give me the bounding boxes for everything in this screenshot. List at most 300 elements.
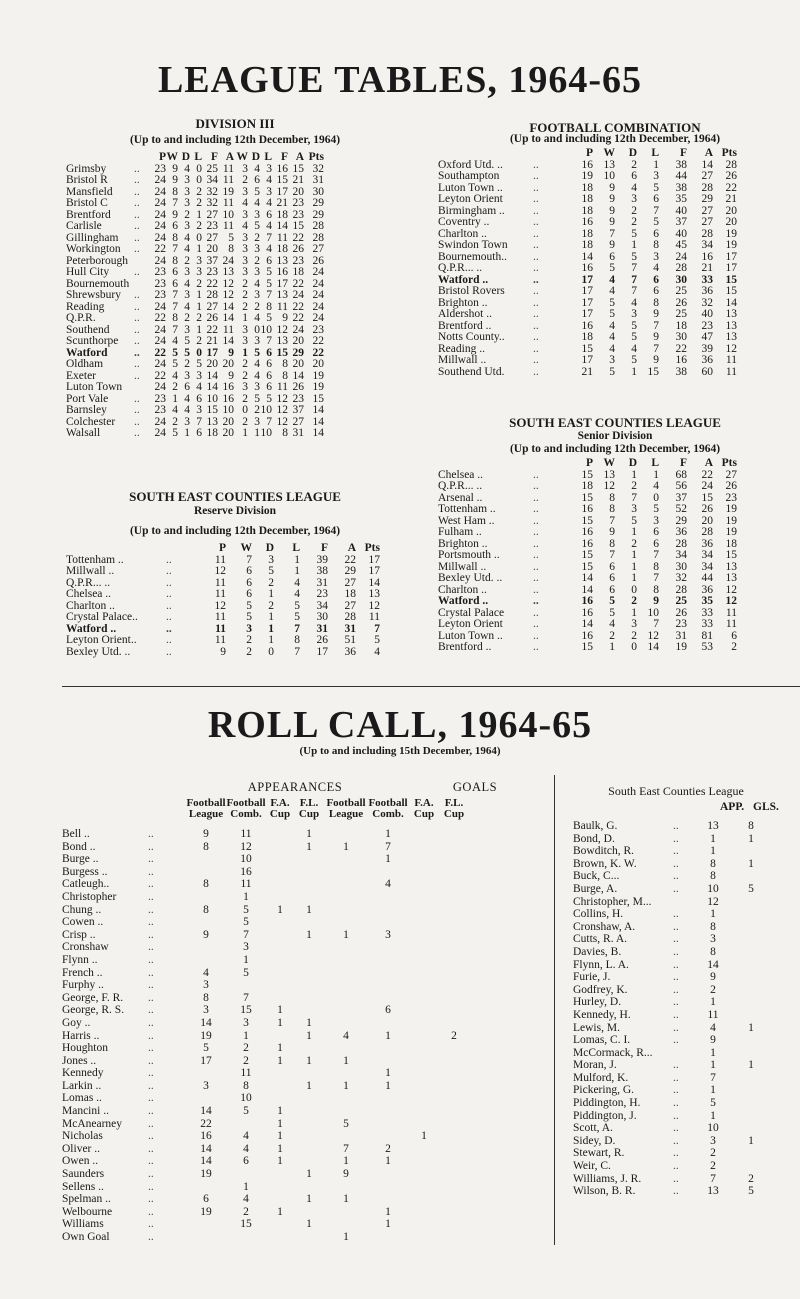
table-cell: 1	[294, 553, 300, 566]
table-cell: 0	[196, 346, 202, 359]
table-cell	[324, 853, 368, 866]
table-cell: 2	[731, 641, 737, 653]
table-cell: 23	[154, 404, 166, 416]
table-row	[438, 642, 737, 654]
table-row	[66, 221, 324, 233]
table-cell: 14	[200, 1105, 212, 1118]
table-cell: 4	[184, 392, 190, 405]
table-cell: 10	[222, 404, 234, 416]
seci-senior-subheading: (Up to and including 12th December, 1964)	[509, 443, 721, 455]
table-row	[62, 1067, 468, 1080]
table-cell: 30	[316, 611, 328, 623]
column-header: D	[181, 151, 190, 163]
leader-dots: ..	[673, 1185, 679, 1198]
table-cell: 19	[200, 1205, 212, 1218]
team-name: Millwall ..	[438, 354, 487, 366]
table-cell: 1	[385, 828, 391, 840]
table-cell	[368, 941, 408, 954]
player-name: Oliver ..	[62, 1142, 101, 1155]
table-cell: 6	[653, 537, 659, 550]
table-cell: 22	[154, 243, 166, 255]
table-cell: 6	[609, 572, 615, 584]
seci-senior-table-wrap	[438, 458, 737, 654]
table-cell: 5	[631, 354, 637, 366]
table-cell: 3	[710, 1134, 716, 1147]
table-cell: 7	[609, 514, 615, 527]
leader-dots: ..	[148, 1054, 154, 1067]
leader-dots: ..	[533, 250, 539, 263]
table-cell: 5	[748, 1185, 754, 1198]
table-cell: 32	[206, 185, 218, 198]
player-name: Buck, C...	[573, 870, 620, 883]
team-name: Watford ..	[438, 595, 489, 607]
table-cell: 4	[653, 262, 659, 274]
table-cell: 18	[276, 243, 288, 255]
leader-dots: ..	[533, 296, 539, 309]
table-row	[438, 309, 737, 321]
seci-roll-heading: South East Counties League	[608, 784, 744, 798]
table-cell: 31	[292, 427, 304, 439]
header-blank	[66, 543, 166, 555]
table-cell	[324, 1218, 368, 1231]
table-cell: 27	[725, 468, 737, 481]
table-cell	[324, 954, 368, 967]
table-cell: 2	[710, 983, 716, 996]
table-cell: 3	[203, 1079, 209, 1092]
table-cell: 8	[203, 840, 209, 853]
table-cell: 34	[701, 560, 713, 573]
table-cell: 11	[222, 174, 234, 186]
league-tables-title: LEAGUE TABLES, 1964-65	[157, 59, 643, 101]
table-cell: 38	[675, 158, 687, 171]
table-cell: 1	[609, 641, 615, 653]
table-cell: 0	[631, 583, 637, 596]
table-row	[62, 979, 468, 992]
table-cell: 24	[154, 174, 166, 186]
table-cell: 9	[172, 174, 178, 186]
table-cell	[440, 891, 468, 904]
table-row	[438, 619, 737, 631]
table-cell: 12	[725, 595, 737, 607]
table-cell: 36	[701, 583, 713, 596]
leader-dots: ..	[134, 243, 140, 255]
team-name: Southend Utd.	[438, 365, 505, 378]
table-cell	[294, 866, 324, 879]
table-cell: 18	[581, 204, 593, 217]
table-cell: 28	[675, 537, 687, 550]
player-name: Kennedy	[62, 1067, 104, 1080]
column-header: D	[628, 457, 637, 469]
table-cell	[368, 866, 408, 879]
leader-dots: ..	[533, 204, 539, 217]
team-name: Reading ..	[438, 342, 485, 355]
list-item	[573, 984, 773, 997]
leader-dots: ..	[134, 346, 140, 359]
table-cell: 27	[701, 170, 713, 182]
table-cell: 52	[675, 503, 687, 515]
table-cell: 14	[222, 312, 234, 324]
table-cell: 1	[306, 1193, 312, 1206]
table-cell: 4	[343, 1029, 349, 1042]
column-header: F	[210, 151, 218, 163]
table-cell: 2	[196, 185, 202, 198]
table-cell	[266, 992, 294, 1005]
table-cell: 10	[240, 853, 252, 866]
table-cell: 28	[206, 289, 218, 301]
table-cell: 17	[276, 277, 288, 290]
table-cell: 4	[254, 197, 260, 209]
table-cell: 11	[222, 162, 234, 175]
table-cell: 11	[276, 231, 288, 244]
leader-dots: ..	[148, 1105, 154, 1118]
table-cell: 0	[268, 645, 274, 658]
table-cell: 10	[603, 170, 615, 182]
table-cell: 1	[306, 1079, 312, 1092]
team-name: Chelsea ..	[66, 588, 112, 600]
column-header: Pts	[364, 542, 380, 554]
table-cell: 23	[312, 323, 324, 336]
leader-dots: ..	[533, 572, 539, 584]
table-cell: 4	[385, 878, 391, 891]
leader-dots: ..	[533, 537, 539, 550]
table-row	[66, 612, 380, 624]
table-cell: 3	[243, 941, 249, 954]
table-cell: 19	[200, 1029, 212, 1042]
table-cell: 5	[631, 319, 637, 332]
table-cell: 2	[631, 480, 637, 492]
table-cell: 3	[242, 231, 248, 244]
table-cell: 7	[631, 262, 637, 274]
table-cell: 10	[206, 392, 218, 405]
table-cell: 31	[316, 622, 328, 635]
list-item	[573, 1160, 773, 1173]
table-cell: 23	[206, 220, 218, 232]
table-cell: 2	[242, 289, 248, 301]
column-header: A	[225, 151, 234, 163]
table-cell: 1	[196, 300, 202, 313]
leader-dots: ..	[533, 285, 539, 297]
leader-dots: ..	[148, 1004, 154, 1017]
table-row	[62, 904, 468, 917]
table-cell: 32	[312, 162, 324, 175]
table-cell: 9	[282, 312, 288, 324]
list-item	[573, 845, 773, 858]
table-cell: 1	[277, 1042, 283, 1055]
player-name: Cutts, R. A.	[573, 933, 628, 946]
table-cell: 27	[344, 599, 356, 612]
list-item	[573, 833, 773, 846]
table-cell: 60	[701, 365, 713, 378]
list-item	[573, 959, 773, 972]
table-cell: 1	[306, 1054, 312, 1067]
leader-dots: ..	[148, 1092, 154, 1105]
table-cell	[324, 1067, 368, 1080]
table-cell: 5	[374, 634, 380, 646]
leader-dots: ..	[148, 1155, 154, 1168]
table-cell: 21	[206, 335, 218, 347]
table-cell: 5	[631, 331, 637, 343]
table-cell: 24	[154, 358, 166, 370]
table-cell: 7	[294, 622, 300, 635]
leader-dots: ..	[148, 991, 154, 1004]
table-cell	[408, 1105, 440, 1118]
table-cell: 22	[154, 312, 166, 324]
table-cell: 6	[653, 273, 659, 286]
list-item	[573, 1022, 773, 1035]
table-cell	[440, 1118, 468, 1131]
table-cell: 1	[385, 1205, 391, 1218]
table-cell: 19	[725, 526, 737, 538]
table-cell: 26	[292, 243, 304, 255]
table-cell: 8	[748, 820, 754, 832]
table-cell: 22	[312, 346, 324, 359]
player-name: Catleugh..	[62, 878, 110, 891]
table-cell: 3	[184, 174, 190, 186]
player-name: Moran, J.	[573, 1059, 617, 1072]
table-cell: 47	[701, 331, 713, 343]
table-cell: 13	[707, 1185, 719, 1198]
table-cell: 24	[154, 185, 166, 198]
table-cell: 2	[254, 254, 260, 267]
team-name: Charlton ..	[438, 583, 487, 596]
table-cell: 19	[675, 641, 687, 653]
table-cell: 5	[266, 312, 272, 324]
leader-dots: ..	[148, 1016, 154, 1029]
table-cell: 25	[675, 595, 687, 607]
table-cell: 1	[242, 346, 248, 359]
table-cell: 9	[343, 1168, 349, 1181]
table-cell: 18	[276, 208, 288, 221]
table-cell: 1	[294, 565, 300, 577]
table-cell: 24	[312, 312, 324, 324]
table-cell: 19	[581, 170, 593, 182]
table-cell: 29	[292, 346, 304, 359]
table-cell	[266, 1231, 294, 1244]
team-name: Crystal Palace..	[66, 611, 138, 623]
leader-dots: ..	[166, 553, 172, 566]
table-cell	[186, 1231, 226, 1244]
table-cell: 5	[172, 346, 178, 359]
table-cell: 7	[631, 285, 637, 297]
table-cell: 4	[609, 273, 615, 286]
table-cell: 24	[675, 250, 687, 263]
table-cell	[729, 933, 773, 946]
division-iii-table-wrap	[66, 152, 324, 440]
table-cell: 1	[277, 1016, 283, 1029]
table-cell: 15	[581, 491, 593, 504]
table-cell	[408, 929, 440, 942]
table-cell: 3	[242, 381, 248, 393]
list-item	[573, 1122, 773, 1135]
table-cell: 1	[631, 549, 637, 561]
table-cell: 13	[725, 308, 737, 320]
table-cell: 9	[609, 526, 615, 538]
roll-call-subheading: (Up to and including 15th December, 1964)	[299, 745, 501, 757]
team-name: Mansfield	[66, 185, 113, 198]
leader-dots: ..	[673, 1084, 679, 1097]
table-cell: 9	[203, 928, 209, 941]
seci-roll-table-wrap	[573, 820, 773, 1198]
list-item	[573, 921, 773, 934]
team-name: Carlisle	[66, 220, 102, 232]
column-header: F	[280, 151, 288, 163]
leader-dots: ..	[134, 174, 140, 186]
leader-dots: ..	[166, 611, 172, 623]
table-cell	[266, 954, 294, 967]
table-cell: 2	[242, 358, 248, 370]
leader-dots: ..	[148, 840, 154, 853]
player-name: Hurley, D.	[573, 996, 622, 1009]
table-cell: 26	[206, 312, 218, 324]
table-cell: 23	[725, 491, 737, 504]
table-cell: 7	[172, 243, 178, 255]
table-cell: 36	[701, 537, 713, 550]
table-cell: 6	[246, 576, 252, 589]
team-name: Bexley Utd. ..	[438, 572, 503, 584]
table-cell: 24	[312, 289, 324, 301]
table-cell: 1	[277, 1130, 283, 1143]
table-header-row	[438, 458, 737, 470]
player-name: Williams	[62, 1218, 104, 1231]
leader-dots: ..	[148, 953, 154, 966]
leader-dots: ..	[673, 908, 679, 921]
table-cell	[408, 1168, 440, 1181]
table-cell	[294, 891, 324, 904]
leader-dots: ..	[673, 857, 679, 870]
table-cell	[368, 979, 408, 992]
team-name: Scunthorpe	[66, 335, 119, 347]
table-cell	[266, 1092, 294, 1105]
table-cell: 7	[246, 553, 252, 566]
table-cell: 17	[581, 308, 593, 320]
leader-dots: ..	[533, 354, 539, 366]
table-cell	[294, 1143, 324, 1156]
table-cell: 4	[266, 220, 272, 232]
leader-dots	[673, 896, 697, 909]
column-header: F.A. Cup	[269, 797, 291, 820]
table-cell	[324, 1105, 368, 1118]
table-cell: 5	[243, 966, 249, 979]
table-cell: 3	[203, 979, 209, 992]
list-item	[573, 1034, 773, 1047]
table-cell	[729, 908, 773, 921]
table-cell: 15	[581, 468, 593, 481]
leader-dots: ..	[148, 916, 154, 929]
division-iii-table	[66, 152, 324, 440]
table-cell: 21	[725, 193, 737, 205]
table-cell: 11	[276, 300, 288, 313]
player-name: Welbourne	[62, 1205, 113, 1218]
seci-reserve-subheading: (Up to and including 12th December, 1964)	[129, 525, 341, 537]
table-cell	[368, 1168, 408, 1181]
table-cell: 3	[242, 243, 248, 255]
table-cell	[440, 954, 468, 967]
table-cell: 15	[581, 514, 593, 527]
table-cell: 4	[254, 277, 260, 290]
column-header: L	[651, 457, 659, 469]
leader-dots: ..	[533, 618, 539, 630]
table-cell: 7	[631, 273, 637, 286]
table-cell	[440, 1155, 468, 1168]
table-cell: 3	[266, 162, 272, 175]
table-cell: 23	[154, 289, 166, 301]
list-item	[573, 858, 773, 871]
column-header: F.A. Cup	[413, 797, 435, 820]
table-row	[438, 240, 737, 252]
table-cell: 7	[266, 289, 272, 301]
table-cell: 37	[675, 216, 687, 228]
table-cell: 4	[184, 277, 190, 290]
table-cell: 38	[316, 565, 328, 577]
table-cell	[266, 828, 294, 841]
team-name: Leyton Orient..	[66, 634, 137, 646]
table-cell: 2	[710, 1160, 716, 1173]
table-cell	[324, 1042, 368, 1055]
table-cell: 2	[243, 1042, 249, 1055]
table-cell	[186, 853, 226, 866]
table-cell: 20	[292, 335, 304, 347]
leader-dots: ..	[134, 208, 140, 221]
table-cell: 23	[154, 266, 166, 278]
table-cell	[294, 1105, 324, 1118]
table-cell: 5	[266, 266, 272, 278]
table-cell: 1	[748, 1059, 754, 1072]
leader-dots: ..	[673, 958, 679, 971]
table-cell: 3	[184, 369, 190, 382]
appearances-label: APPEARANCES	[247, 780, 343, 794]
table-cell: 22	[292, 300, 304, 313]
table-cell	[294, 967, 324, 980]
team-name: Colchester	[66, 415, 116, 428]
column-header: F	[320, 542, 328, 554]
table-cell: 8	[228, 243, 234, 255]
table-cell: 38	[675, 181, 687, 194]
table-cell: 6	[653, 227, 659, 240]
table-cell: 11	[215, 622, 226, 635]
leader-dots: ..	[134, 369, 140, 382]
table-cell: 16	[581, 537, 593, 550]
list-item	[573, 896, 773, 909]
table-cell: 13	[276, 254, 288, 267]
table-cell: 8	[653, 296, 659, 309]
team-name: Brentford ..	[438, 319, 492, 332]
table-row	[62, 941, 468, 954]
table-cell	[408, 904, 440, 917]
table-cell	[440, 904, 468, 917]
table-cell	[368, 904, 408, 917]
leader-dots: ..	[533, 365, 539, 378]
table-row	[438, 263, 737, 275]
table-cell: 22	[206, 323, 218, 336]
table-cell	[368, 1130, 408, 1143]
table-cell: 17	[206, 346, 218, 359]
table-cell: 3	[184, 197, 190, 209]
table-cell: 3	[254, 243, 260, 255]
table-cell: 15	[581, 549, 593, 561]
player-name: Brown, K. W.	[573, 857, 637, 870]
table-cell: 15	[276, 174, 288, 186]
table-row	[66, 405, 324, 417]
table-cell: 2	[196, 335, 202, 347]
table-cell: 2	[268, 576, 274, 589]
table-cell: 5	[184, 335, 190, 347]
table-cell: 7	[243, 928, 249, 941]
table-cell	[729, 845, 773, 858]
table-row	[62, 1231, 468, 1244]
leader-dots: ..	[673, 1147, 679, 1160]
table-cell: 20	[222, 427, 234, 439]
table-cell: 1	[343, 1155, 349, 1168]
